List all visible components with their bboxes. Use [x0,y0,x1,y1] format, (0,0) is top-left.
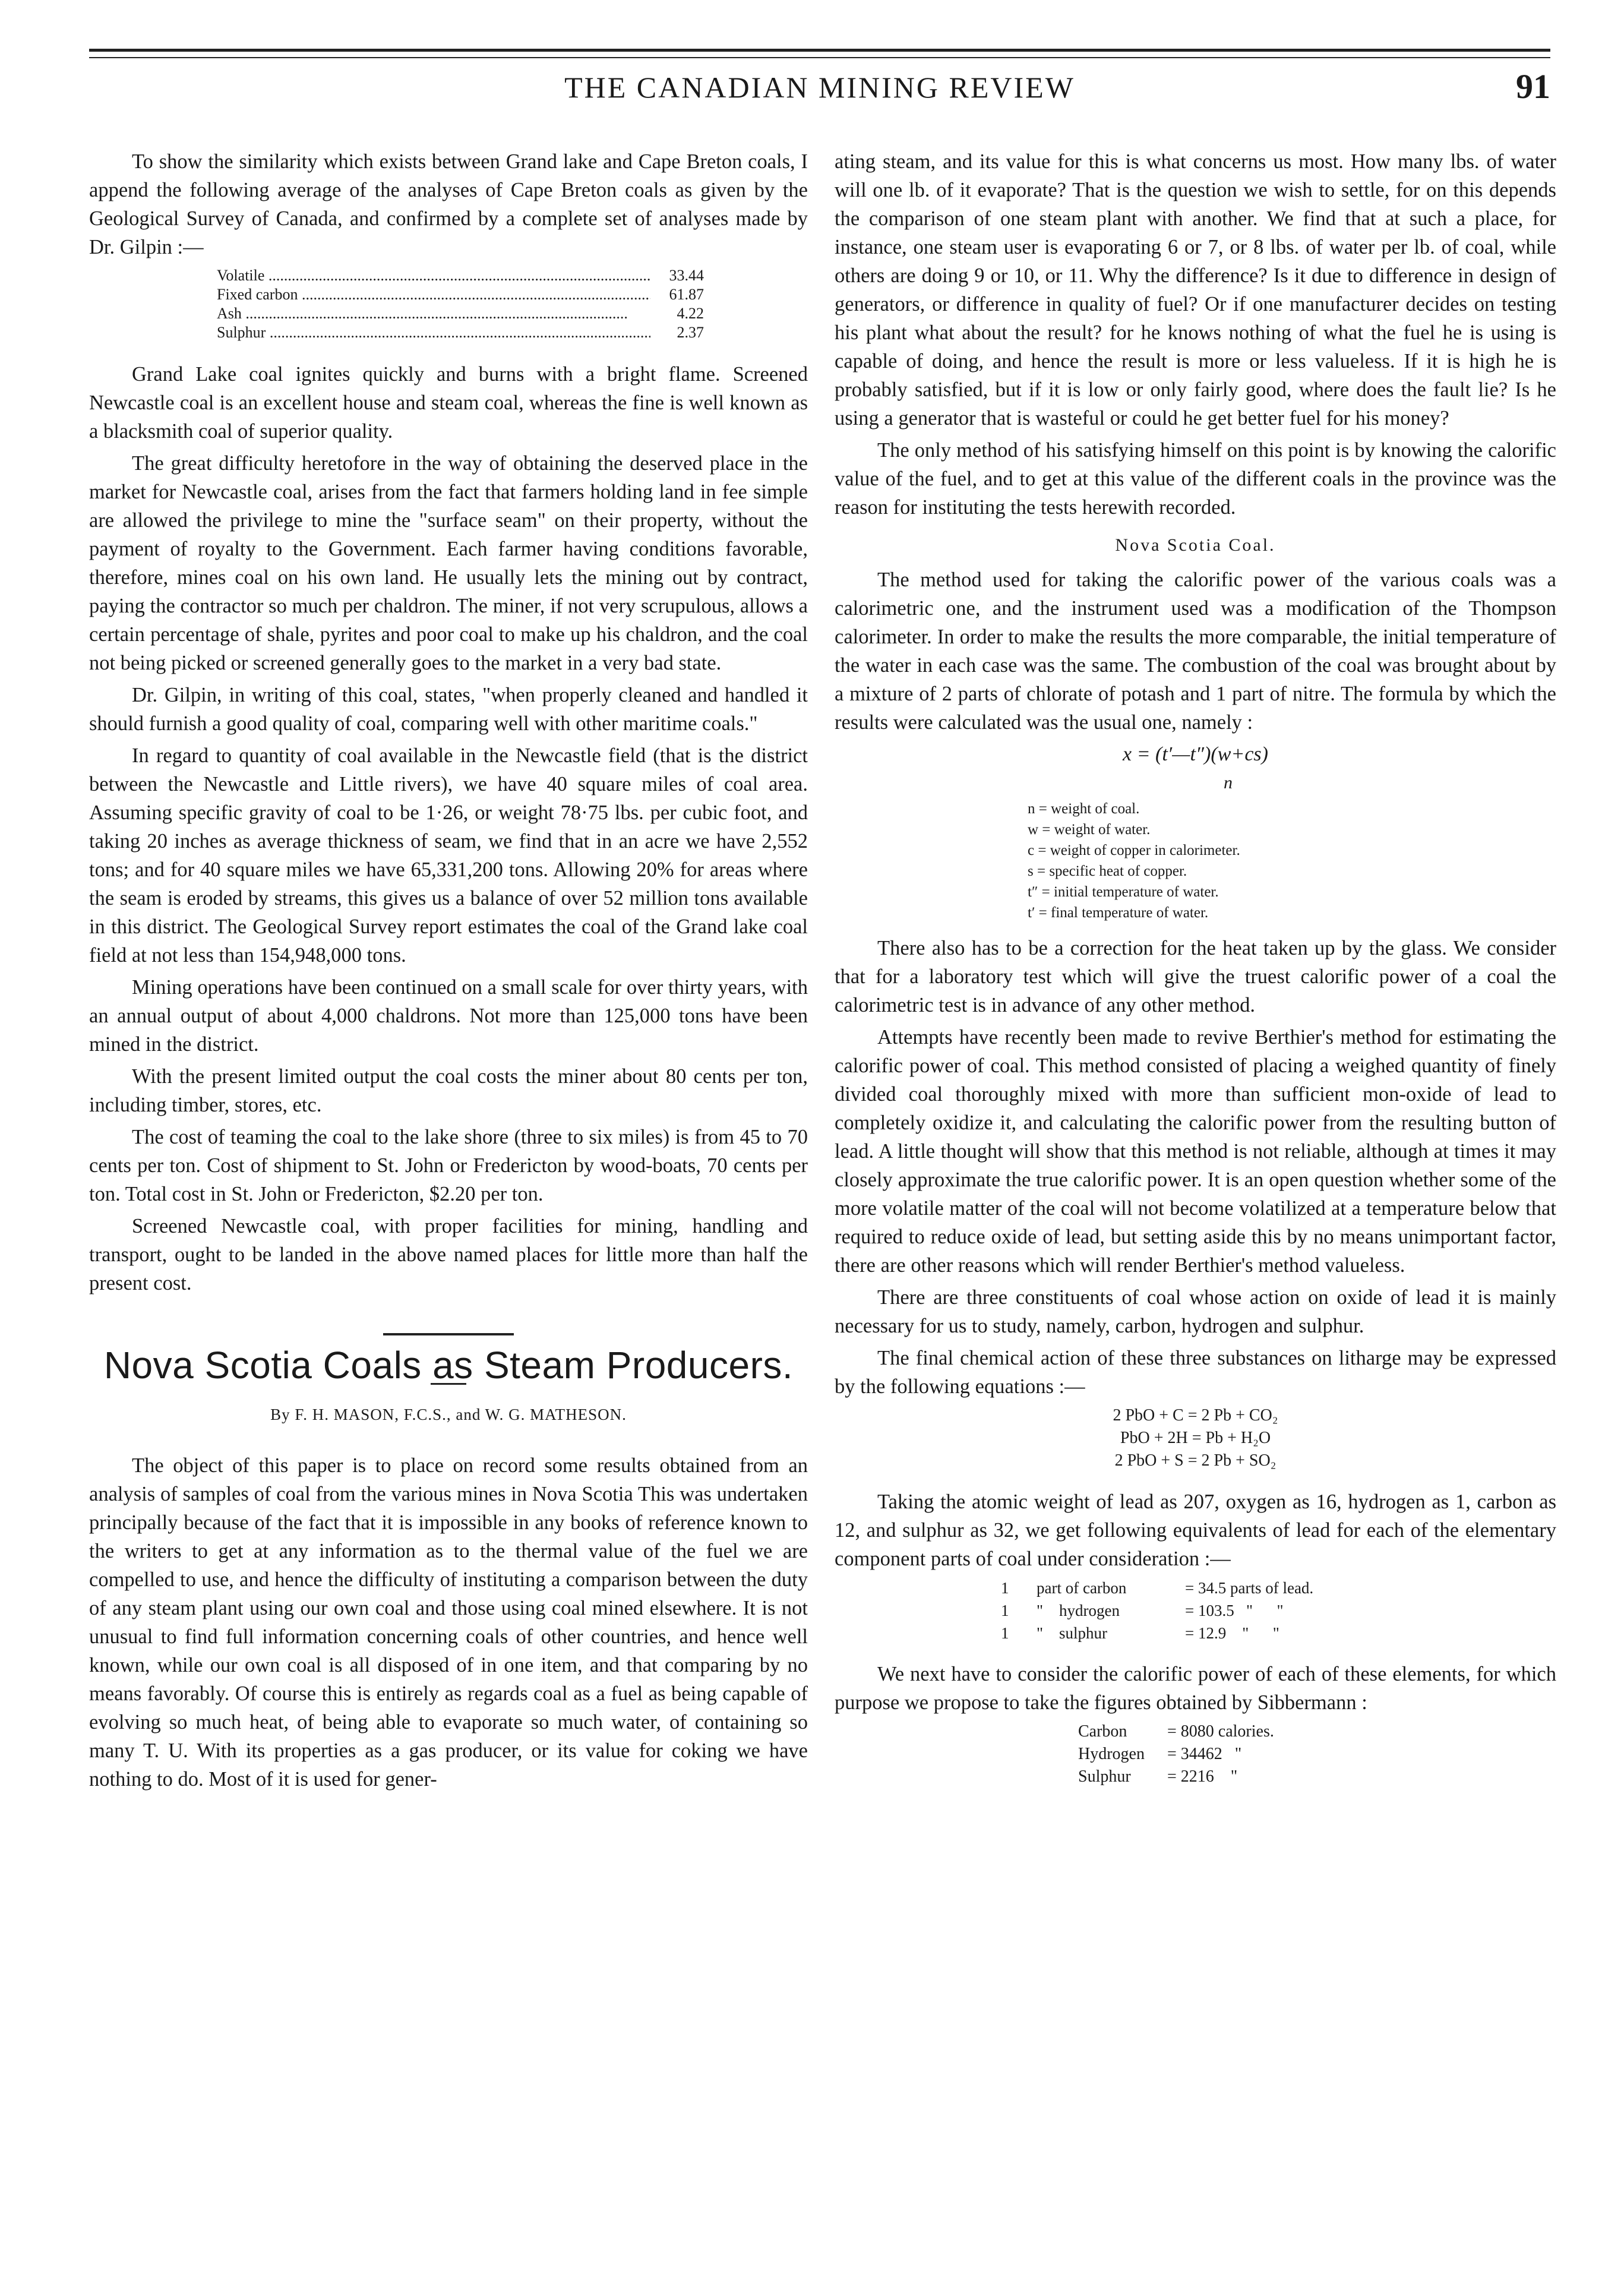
equation: PbO + 2H = Pb + H₂O [1120,1429,1271,1447]
equiv-num: 1 [1001,1579,1009,1597]
element-calories: = 8080 calories. [1167,1722,1274,1741]
paragraph: The great difficulty heretofore in the way of obtaining the deserved place in the market for Newcastle coal, arises from the fact that farmers holding land in fee simple are allowed the privilege to mine the "surface seam" on their property, without the payment of royalty to the Government. Each farmer having conditions favorable, therefore, mines coal on his own land. He usually lets the mining out by contract, paying the contractor so much per chaldron. The miner, if not very scrupulous, allows a certain percentage of shale, pyrites and poor coal to make up his chaldron, and the coal not being picked or screened generally goes to the market in a very bad state. [89,452,808,674]
header-rule-thin [89,57,1550,58]
definition: t″ = initial temperature of water. [1028,884,1219,900]
equiv-part: " sulphur [1037,1624,1108,1642]
equation: 2 PbO + S = 2 Pb + SO₂ [1114,1451,1277,1470]
paragraph: ating steam, and its value for this is what concerns us most. How many lbs. of water will one lb. of it evaporate? That is the question we wish to settle, for on this depends the comparison of one steam plant with another. We find that at such a place, for instance, one steam user is evaporating 6 or 7, or 8 lbs. of water per lb. of coal, while others are doing 9 or 10, or 11. Why the difference? Is it due to difference in design of generators, or difference in quality of fuel? Or if one manufacturer decides on testing his plant what about the result? for he knows nothing of what the fuel he is using is capable of doing, and hence the result is more or less valueless. If it is high he is probably satisfied, but if it is low or only fairly good, where does the fault lie? Is he using a generator that is wasteful or could he get better fuel for his money? [835,150,1556,430]
calorie-row [1078,1743,1556,1766]
analysis-value: 61.87 [669,286,704,303]
analysis-label: Sulphur ..... [217,323,650,342]
element-calories: = 2216 " [1167,1767,1238,1786]
element-calories: = 34462 " [1167,1745,1242,1763]
right-column [835,147,1556,1788]
equiv-num: 1 [1001,1602,1009,1619]
element-name: Carbon [1078,1722,1127,1741]
page-number: 91 [1516,67,1550,106]
equivalent-row [1001,1577,1556,1599]
calorific-values [1078,1720,1556,1788]
left-column [89,147,808,1797]
formula-denominator: n [1224,773,1233,792]
analysis-label: Fixed carbon ..... [217,285,650,304]
analysis-label: Volatile ..... [217,266,650,285]
paragraph: The object of this paper is to place on record some results obtained from an analysis of samples of coal from the various mines in Nova Scotia This was undertaken principally because of the fact that it is impossible in any books of reference known to the writers to get at any information as to the thermal value of the fuel we are compelled to use, and hence the difficulty of instituting a comparison between the duty of any steam plant using our own coal and those using coal mined elsewhere. It is not unusual to find full information concerning coals of other countries, and hence well known, while our own coal is all disposed of in one item, and that comparing by no means favorably. Of course this is entirely as regards coal as a fuel as being capable of evolving so much heat, of being able to evaporate so much water, of containing so many T. U. With its properties as a gas producer, or its value for coking we have nothing to do. Most of it is used for gener- [89,1454,808,1791]
equiv-value: = 34.5 parts of lead. [1185,1579,1314,1597]
paragraph: There also has to be a correction for the heat taken up by the glass. We consider that for a laboratory test which will give the truest calorific power of a coal the calorimetric test is in advance of any other method. [835,937,1556,1016]
section-heading: Nova Scotia Coal. [1115,535,1276,555]
paragraph: There are three constituents of coal whose action on oxide of lead it is mainly necessary for us to study, namely, carbon, hydrogen and sulphur. [835,1286,1556,1337]
equation: 2 PbO + C = 2 Pb + CO₂ [1113,1406,1278,1425]
lead-equivalents [1001,1577,1556,1644]
definition: w = weight of water. [1028,822,1151,838]
calorie-row [1078,1766,1556,1788]
paragraph: Mining operations have been continued on a small scale for over thirty years, with an annual output of about 4,000 chaldrons. Not more than 125,000 tons have been mined in the district. [89,976,808,1056]
analysis-row [217,266,704,285]
analysis-row [217,304,704,323]
equivalent-row [1001,1599,1556,1622]
paragraph: Grand Lake coal ignites quickly and burns with a bright flame. Screened Newcastle coal is an excellent house and steam coal, whereas the fine is well known as a blacksmith coal of superior quality. [89,363,808,443]
definition: s = specific heat of copper. [1028,863,1187,879]
paragraph: Dr. Gilpin, in writing of this coal, states, "when properly cleaned and handled it should furnish a good quality of coal, comparing well with other maritime coals." [89,684,808,735]
equiv-part: " hydrogen [1037,1602,1120,1619]
analysis-row [217,285,704,304]
paragraph: With the present limited output the coal costs the miner about 80 cents per ton, including timber, stores, etc. [89,1065,808,1116]
analysis-value: 33.44 [669,267,704,284]
analysis-table [217,266,704,342]
paragraph: Screened Newcastle coal, with proper facilities for mining, handling and transport, ought to be landed in the above named places for little more than half the present cost. [89,1215,808,1294]
header-rule-thick [89,49,1550,52]
analysis-row [217,323,704,342]
formula: x = (t′—t″)(w+cs) [1123,743,1268,765]
paragraph: Taking the atomic weight of lead as 207, oxygen as 16, hydrogen as 1, carbon as 12, and sulphur as 32, we get following equivalents of lead for each of the elementary component parts of coal under consideration :— [835,1491,1556,1570]
calorie-row [1078,1720,1556,1743]
definition: n = weight of coal. [1028,801,1140,817]
paragraph: The only method of his satisfying himself on this point is by knowing the calorific value of the fuel, and to get at this value of the different coals in the province was the reason for instituting the tests herewith recorded. [835,439,1556,519]
equiv-num: 1 [1001,1624,1009,1642]
equivalent-row [1001,1622,1556,1644]
page-header [89,67,1550,118]
element-name: Hydrogen [1078,1745,1145,1763]
article-title: Nova Scotia Coals as Steam Producers. [103,1344,794,1387]
paragraph: Attempts have recently been made to revive Berthier's method for estimating the calorific power of coal. This method consisted of placing a weighed quantity of finely divided coal thoroughly mixed with more than sufficient mon-oxide of lead to completely oxidize it, and calculating the calorific power from the resulting button of lead. A little thought will show that this method is not reliable, although at times it may closely approximate the true calorific power. It is an open question whether some of the more volatile matter of the coal will not become volatilized at a temperature below that required to reduce oxide of lead, but setting aside this by no means unimportant factor, there are other reasons which will render Berthier's method valueless. [835,1026,1556,1277]
equiv-value: = 103.5 " " [1185,1602,1284,1619]
definition: t′ = final temperature of water. [1028,905,1209,921]
paragraph: We next have to consider the calorific power of each of these elements, for which purpose we propose to take the figures obtained by Sibbermann : [835,1663,1556,1714]
section-separator [383,1333,514,1335]
running-title: THE CANADIAN MINING REVIEW [564,71,1075,104]
equiv-part: part of carbon [1037,1579,1127,1597]
analysis-value: 4.22 [677,305,704,322]
chemical-equations [835,1404,1556,1472]
equiv-value: = 12.9 " " [1185,1624,1279,1642]
byline: By F. H. MASON, F.C.S., and W. G. MATHESON. [270,1406,627,1423]
formula-definitions [1028,798,1556,923]
analysis-label: Ash ..... [217,304,650,323]
paragraph: The cost of teaming the coal to the lake shore (three to six miles) is from 45 to 70 cents per ton. Cost of shipment to St. John or Fredericton by wood-boats, 70 cents per ton. Total cost in St. John or Fredericton, $2.20 per ton. [89,1126,808,1205]
paragraph: The method used for taking the calorific power of the various coals was a calorimetric one, and the instrument used was a modification of the Thompson calorimeter. In order to make the results the more comparable, the initial temperature of the water in each case was the same. The combustion of the coal was brought about by a mixture of 2 parts of chlorate of potash and 1 part of nitre. The formula by which the results were calculated was the usual one, namely : [835,569,1556,734]
paragraph: In regard to quantity of coal available in the Newcastle field (that is the district between the Newcastle and Little rivers), we have 40 square miles of coal area. Assuming specific gravity of coal to be 1·26, or weight 78·75 lbs. per cubic foot, and taking 20 inches as average thickness of seam, we find that in an acre we have 2,552 tons; and for 40 square miles we have 65,331,200 tons. Allowing 20% for areas where the seam is eroded by streams, this gives us a balance of over 52 million tons available in this district. The Geological Survey report estimates the coal of the Grand lake coal field at not less than 154,948,000 tons. [89,744,808,967]
element-name: Sulphur [1078,1767,1131,1786]
definition: c = weight of copper in calorimeter. [1028,842,1240,858]
paragraph: The final chemical action of these three substances on litharge may be expressed by the following equations :— [835,1347,1556,1398]
analysis-value: 2.37 [677,324,704,341]
paragraph: To show the similarity which exists between Grand lake and Cape Breton coals, I append the following average of the analyses of Cape Breton coals as given by the Geological Survey of Canada, and confirmed by a complete set of analyses made by Dr. Gilpin :— [89,150,808,258]
